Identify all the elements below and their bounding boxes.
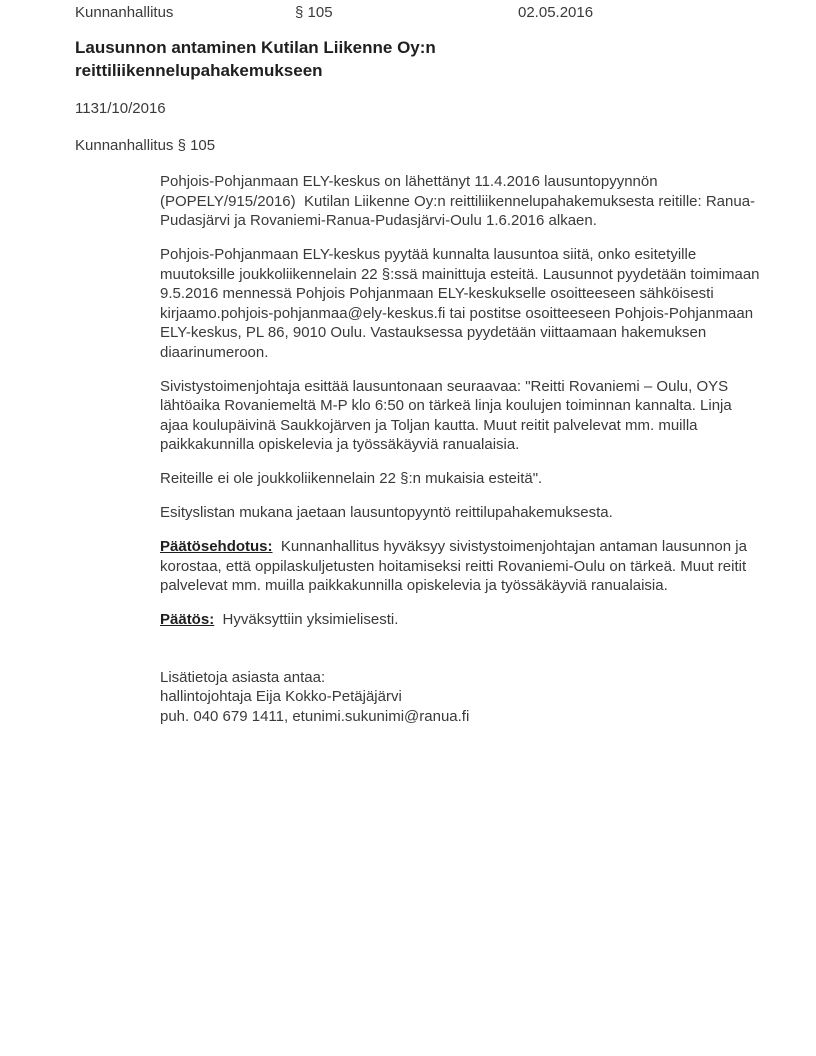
decision-label: Päätös: <box>160 611 215 628</box>
case-number: 1131/10/2016 <box>75 100 166 117</box>
decision-proposal-text: Kunnanhallitus hyväksyy sivistystoimenjohtajan antaman lausunnon ja korostaa, että oppilaskuljetusten hoitamiseksi reitti Rovaniemi-Oulu on tärkeä. Muut reitit palvelevat mm. muilla paikkakunnilla opiskelevia ja työssäkäyviä ranualaisia. <box>160 538 752 594</box>
document-body <box>160 172 764 726</box>
paragraph-request-info: Pohjois-Pohjanmaan ELY-keskus on lähettänyt 11.4.2016 lausuntopyynnön (POPELY/915/2016) Kutilan Liikenne Oy:n reittiliikennelupahakemuksesta reitille: Ranua-Pudasjärvi ja Rovaniemi-Ranua-Pudasjärvi-Oulu 1.6.2016 alkaen. <box>160 173 756 229</box>
header-committee: Kunnanhallitus <box>75 4 174 21</box>
header-date: 02.05.2016 <box>518 4 594 21</box>
paragraph-education-director-statement: Sivistystoimenjohtaja esittää lausuntonaan seuraavaa: "Reitti Rovaniemi – Oulu, OYS lähtöaika Rovaniemeltä M-P klo 6:50 on tärkeä linja koulujen toiminnan kannalta. Linja ajaa koulupäivinä Saukkojärven ja Toljan kautta. Muut reitit palvelevat mm. muilla paikkakunnilla opiskelevia ja työssäkäyviä ranualaisia. <box>160 377 736 453</box>
paragraph-agenda-attachment: Esityslistan mukana jaetaan lausuntopyyntö reittilupahakemuksesta. <box>160 504 613 521</box>
decision-text: Hyväksyttiin yksimielisesti. <box>214 611 399 628</box>
header-section-number: § 105 <box>295 4 333 21</box>
contact-phone-email: puh. 040 679 1411, etunimi.sukunimi@ranua.fi <box>160 707 470 725</box>
decision-proposal-paragraph <box>160 537 760 596</box>
paragraph-no-obstacles: Reiteille ei ole joukkoliikennelain 22 §:n mukaisia esteitä". <box>160 470 543 487</box>
contact-intro: Lisätietoja asiasta antaa: <box>160 668 326 686</box>
decision-paragraph <box>160 610 760 630</box>
document-title: Lausunnon antaminen Kutilan Liikenne Oy:n reittiliikennelupahakemukseen <box>75 38 436 80</box>
decision-proposal-label: Päätösehdotus: <box>160 538 273 555</box>
paragraph-statement-instructions: Pohjois-Pohjanmaan ELY-keskus pyytää kunnalta lausuntoa siitä, onko esitetyille muutoksille joukkoliikennelain 22 §:ssä mainittuja esteitä. Lausunnot pyydetään toimimaan 9.5.2016 mennessä Pohjois Pohjanmaan ELY-keskukselle osoitteeseen sähköisesti kirjaamo.pohjois-pohjanmaa@ely-keskus.fi tai postitse osoitteeseen Pohjois-Pohjanmaan ELY-keskus, PL 86, 9010 Oulu. Vastauksessa pyydetään viittaamaan hakemuksen diaarinumeroon. <box>160 246 764 361</box>
contact-person: hallintojohtaja Eija Kokko-Petäjäjärvi <box>160 688 402 705</box>
contact-info-block <box>160 668 760 727</box>
section-reference: Kunnanhallitus § 105 <box>75 137 216 154</box>
